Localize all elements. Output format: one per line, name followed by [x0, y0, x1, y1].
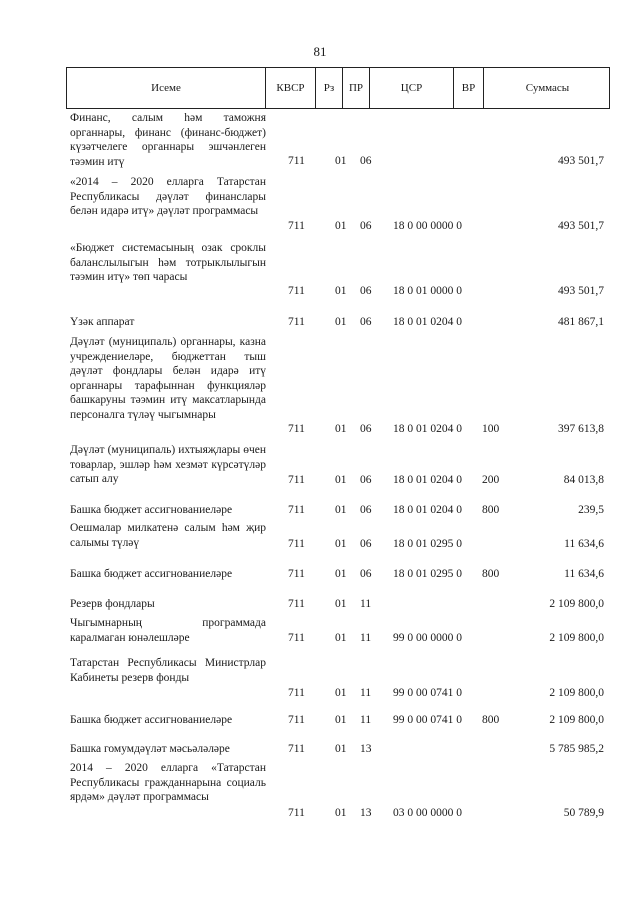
row-vr: 800	[482, 714, 500, 727]
row-name: 2014 – 2020 елларга «Татарстан Республикасы гражданнарына социаль ярдәм» дәүләт программасы	[70, 762, 266, 804]
row-csr: 03 0 00 0000 0	[393, 807, 462, 820]
row-pr: 11	[360, 714, 372, 727]
row-rz: 01	[335, 807, 347, 820]
row-sum: 2 109 800,0	[549, 598, 604, 611]
row-pr: 11	[360, 598, 372, 611]
row-name: Үзәк аппарат	[70, 316, 135, 328]
row-sum: 239,5	[578, 504, 604, 517]
header-vr: ВР	[453, 68, 483, 108]
row-csr: 18 0 01 0204 0	[393, 474, 462, 487]
row-rz: 01	[335, 568, 347, 581]
row-pr: 06	[360, 504, 372, 517]
row-rz: 01	[335, 504, 347, 517]
row-name: Чыгымнарның программада каралмаган юнәлешләре	[70, 617, 266, 644]
row-csr: 18 0 01 0204 0	[393, 504, 462, 517]
row-sum: 493 501,7	[558, 220, 604, 233]
row-sum: 84 013,8	[563, 474, 604, 487]
row-csr: 18 0 01 0000 0	[393, 285, 462, 298]
row-name: Дәүләт (муниципаль) органнары, казна учреждениеләре, бюджеттан тыш дәүләт фондлары белән идарә итү органнары тарафыннан функцияләр башкаруны тәэмин итү максатларында персоналга түләү чыгымнары	[70, 336, 266, 421]
row-sum: 2 109 800,0	[549, 632, 604, 645]
row-rz: 01	[335, 538, 347, 551]
row-kvsr: 711	[288, 155, 305, 168]
page-number: 81	[313, 44, 327, 59]
row-name: Башка гомумдәүләт мәсьәләләре	[70, 743, 230, 755]
row-name: Дәүләт (муниципаль) ихтыяҗлары өчен товарлар, эшләр һәм хезмәт күрсәтүләр сатып алу	[70, 444, 266, 486]
row-rz: 01	[335, 632, 347, 645]
row-sum: 2 109 800,0	[549, 714, 604, 727]
row-kvsr: 711	[288, 743, 305, 756]
row-csr: 99 0 00 0741 0	[393, 714, 462, 727]
table-row	[66, 241, 610, 299]
row-rz: 01	[335, 743, 347, 756]
row-rz: 01	[335, 220, 347, 233]
row-rz: 01	[335, 714, 347, 727]
row-kvsr: 711	[288, 714, 305, 727]
row-sum: 481 867,1	[558, 316, 604, 329]
row-kvsr: 711	[288, 316, 305, 329]
row-kvsr: 711	[288, 474, 305, 487]
table-row	[66, 597, 610, 612]
row-pr: 06	[360, 285, 372, 298]
row-kvsr: 711	[288, 632, 305, 645]
row-pr: 11	[360, 687, 372, 700]
row-sum: 50 789,9	[563, 807, 604, 820]
row-rz: 01	[335, 316, 347, 329]
row-name: «Бюджет системасының озак сроклы баланслылыгын һәм тотрыклылыгын тәэмин итү» төп чарасы	[70, 242, 266, 284]
row-name: Резерв фондлары	[70, 598, 155, 610]
row-csr: 99 0 00 0741 0	[393, 687, 462, 700]
row-pr: 06	[360, 155, 372, 168]
row-csr: 18 0 01 0204 0	[393, 316, 462, 329]
row-name: Финанс, салым һәм таможня органнары, финанс (финанс-бюджет) күзәтчелеге органнары эшчәнлеген тәэмин итү	[70, 112, 266, 168]
row-pr: 06	[360, 474, 372, 487]
row-kvsr: 711	[288, 598, 305, 611]
row-kvsr: 711	[288, 285, 305, 298]
row-csr: 99 0 00 0000 0	[393, 632, 462, 645]
table-row	[66, 335, 610, 437]
row-pr: 11	[360, 632, 372, 645]
row-name: Оешмалар милкатенә салым һәм җир салымы түләү	[70, 522, 266, 549]
row-vr: 100	[482, 423, 500, 436]
row-sum: 11 634,6	[564, 568, 604, 581]
row-kvsr: 711	[288, 568, 305, 581]
row-name: Башка бюджет ассигнованиеләре	[70, 568, 233, 580]
table-row	[66, 761, 610, 821]
row-pr: 13	[360, 743, 372, 756]
row-csr: 18 0 01 0295 0	[393, 538, 462, 551]
row-pr: 06	[360, 568, 372, 581]
row-sum: 493 501,7	[558, 285, 604, 298]
row-sum: 11 634,6	[564, 538, 604, 551]
row-rz: 01	[335, 285, 347, 298]
table-row	[66, 656, 610, 701]
header-csr: ЦСР	[369, 68, 453, 108]
row-sum: 397 613,8	[558, 423, 604, 436]
row-sum: 5 785 985,2	[549, 743, 604, 756]
row-pr: 06	[360, 316, 372, 329]
row-csr: 18 0 01 0204 0	[393, 423, 462, 436]
row-name: Башка бюджет ассигнованиеләре	[70, 714, 233, 726]
header-name: Исеме	[151, 82, 181, 94]
row-vr: 800	[482, 568, 500, 581]
header-kvsr: КВСР	[265, 68, 315, 108]
table-row	[66, 175, 610, 234]
row-sum: 493 501,7	[558, 155, 604, 168]
table-row	[66, 616, 610, 646]
row-rz: 01	[335, 598, 347, 611]
row-kvsr: 711	[288, 220, 305, 233]
table-row	[66, 503, 610, 518]
row-rz: 01	[335, 423, 347, 436]
row-vr: 800	[482, 504, 500, 517]
table-row	[66, 521, 610, 552]
table-row	[66, 111, 610, 169]
header-rz: Рз	[315, 68, 342, 108]
row-name: Татарстан Республикасы Министрлар Кабинеты резерв фонды	[70, 657, 266, 684]
row-pr: 13	[360, 807, 372, 820]
row-name: Башка бюджет ассигнованиеләре	[70, 504, 233, 516]
row-sum: 2 109 800,0	[549, 687, 604, 700]
row-kvsr: 711	[288, 538, 305, 551]
row-kvsr: 711	[288, 504, 305, 517]
row-pr: 06	[360, 538, 372, 551]
table-row	[66, 713, 610, 728]
table-row	[66, 567, 610, 582]
row-csr: 18 0 00 0000 0	[393, 220, 462, 233]
row-kvsr: 711	[288, 807, 305, 820]
header-sum: Суммасы	[483, 68, 611, 108]
header-pr: ПР	[342, 68, 369, 108]
row-vr: 200	[482, 474, 500, 487]
row-kvsr: 711	[288, 687, 305, 700]
table-row	[66, 315, 610, 330]
row-rz: 01	[335, 687, 347, 700]
row-rz: 01	[335, 155, 347, 168]
row-name: «2014 – 2020 елларга Татарстан Республикасы дәүләт финанслары белән идарә итү» дәүләт программасы	[70, 176, 266, 218]
row-pr: 06	[360, 423, 372, 436]
table-header	[66, 67, 610, 109]
row-rz: 01	[335, 474, 347, 487]
row-kvsr: 711	[288, 423, 305, 436]
table-row	[66, 742, 610, 757]
row-csr: 18 0 01 0295 0	[393, 568, 462, 581]
row-pr: 06	[360, 220, 372, 233]
table-row	[66, 443, 610, 488]
